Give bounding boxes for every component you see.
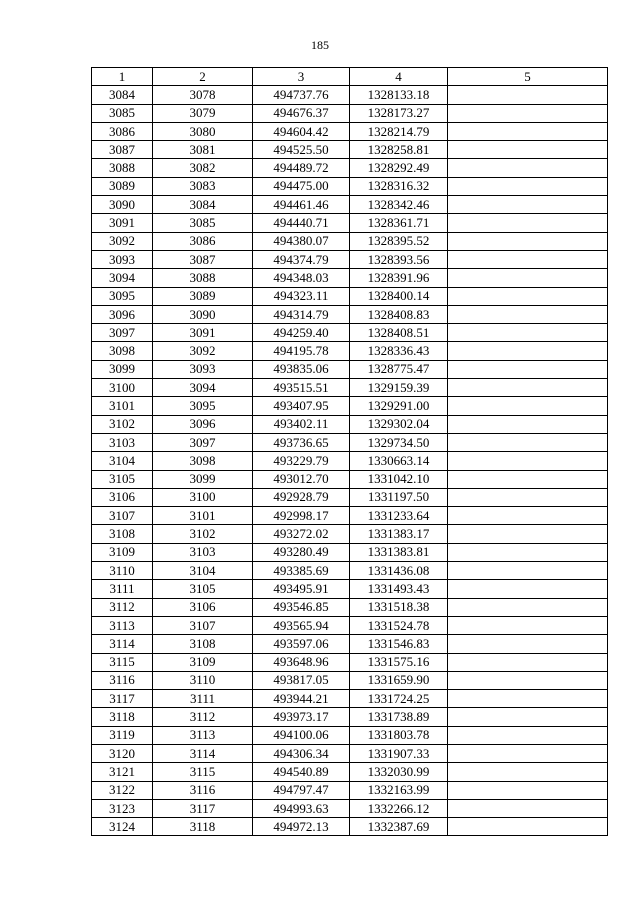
note-cell (448, 360, 608, 378)
table-row (92, 397, 608, 415)
y-coordinate-cell: 1331575.16 (350, 653, 448, 671)
y-coordinate-cell: 1328292.49 (350, 159, 448, 177)
y-coordinate-cell: 1328342.46 (350, 196, 448, 214)
x-coordinate-cell: 493835.06 (253, 360, 350, 378)
column-header-5: 5 (448, 68, 608, 86)
row-number-cell: 3092 (92, 232, 153, 250)
y-coordinate-cell: 1331659.90 (350, 671, 448, 689)
note-cell (448, 397, 608, 415)
row-number-cell: 3086 (92, 122, 153, 140)
row-number-cell: 3121 (92, 763, 153, 781)
x-coordinate-cell: 493546.85 (253, 598, 350, 616)
x-coordinate-cell: 494797.47 (253, 781, 350, 799)
table-row (92, 726, 608, 744)
table-row (92, 543, 608, 561)
x-coordinate-cell: 494525.50 (253, 141, 350, 159)
table-row (92, 616, 608, 634)
row-number-cell: 3093 (92, 250, 153, 268)
point-number-cell: 3079 (153, 104, 253, 122)
row-number-cell: 3097 (92, 324, 153, 342)
y-coordinate-cell: 1331197.50 (350, 488, 448, 506)
row-number-cell: 3123 (92, 799, 153, 817)
row-number-cell: 3095 (92, 287, 153, 305)
y-coordinate-cell: 1331233.64 (350, 507, 448, 525)
note-cell (448, 708, 608, 726)
note-cell (448, 818, 608, 836)
point-number-cell: 3095 (153, 397, 253, 415)
note-cell (448, 744, 608, 762)
y-coordinate-cell: 1331042.10 (350, 470, 448, 488)
y-coordinate-cell: 1328258.81 (350, 141, 448, 159)
table-row (92, 781, 608, 799)
point-number-cell: 3104 (153, 562, 253, 580)
row-number-cell: 3112 (92, 598, 153, 616)
point-number-cell: 3094 (153, 379, 253, 397)
note-cell (448, 305, 608, 323)
x-coordinate-cell: 493565.94 (253, 616, 350, 634)
x-coordinate-cell: 493272.02 (253, 525, 350, 543)
note-cell (448, 287, 608, 305)
y-coordinate-cell: 1329159.39 (350, 379, 448, 397)
note-cell (448, 671, 608, 689)
x-coordinate-cell: 493402.11 (253, 415, 350, 433)
x-coordinate-cell: 493648.96 (253, 653, 350, 671)
y-coordinate-cell: 1332163.99 (350, 781, 448, 799)
table-row (92, 214, 608, 232)
x-coordinate-cell: 493385.69 (253, 562, 350, 580)
x-coordinate-cell: 494475.00 (253, 177, 350, 195)
point-number-cell: 3084 (153, 196, 253, 214)
x-coordinate-cell: 494489.72 (253, 159, 350, 177)
table-row (92, 305, 608, 323)
y-coordinate-cell: 1331724.25 (350, 690, 448, 708)
row-number-cell: 3120 (92, 744, 153, 762)
point-number-cell: 3117 (153, 799, 253, 817)
y-coordinate-cell: 1328133.18 (350, 86, 448, 104)
x-coordinate-cell: 494972.13 (253, 818, 350, 836)
note-cell (448, 525, 608, 543)
table-row (92, 690, 608, 708)
y-coordinate-cell: 1331383.81 (350, 543, 448, 561)
row-number-cell: 3088 (92, 159, 153, 177)
table-row (92, 379, 608, 397)
table-row (92, 196, 608, 214)
row-number-cell: 3094 (92, 269, 153, 287)
header-row (92, 68, 608, 86)
table-row (92, 708, 608, 726)
point-number-cell: 3090 (153, 305, 253, 323)
point-number-cell: 3116 (153, 781, 253, 799)
x-coordinate-cell: 494604.42 (253, 122, 350, 140)
y-coordinate-cell: 1331493.43 (350, 580, 448, 598)
x-coordinate-cell: 493944.21 (253, 690, 350, 708)
note-cell (448, 799, 608, 817)
note-cell (448, 452, 608, 470)
y-coordinate-cell: 1332387.69 (350, 818, 448, 836)
row-number-cell: 3098 (92, 342, 153, 360)
note-cell (448, 726, 608, 744)
point-number-cell: 3097 (153, 433, 253, 451)
coordinates-table (91, 67, 608, 836)
table-row (92, 799, 608, 817)
x-coordinate-cell: 494259.40 (253, 324, 350, 342)
row-number-cell: 3116 (92, 671, 153, 689)
table-row (92, 488, 608, 506)
note-cell (448, 763, 608, 781)
y-coordinate-cell: 1329291.00 (350, 397, 448, 415)
x-coordinate-cell: 494540.89 (253, 763, 350, 781)
table-row (92, 287, 608, 305)
point-number-cell: 3107 (153, 616, 253, 634)
row-number-cell: 3090 (92, 196, 153, 214)
y-coordinate-cell: 1331436.08 (350, 562, 448, 580)
point-number-cell: 3108 (153, 635, 253, 653)
note-cell (448, 507, 608, 525)
x-coordinate-cell: 494993.63 (253, 799, 350, 817)
x-coordinate-cell: 494440.71 (253, 214, 350, 232)
point-number-cell: 3111 (153, 690, 253, 708)
row-number-cell: 3108 (92, 525, 153, 543)
column-header-3: 3 (253, 68, 350, 86)
note-cell (448, 562, 608, 580)
note-cell (448, 379, 608, 397)
x-coordinate-cell: 494380.07 (253, 232, 350, 250)
y-coordinate-cell: 1331907.33 (350, 744, 448, 762)
table-body (92, 86, 608, 836)
row-number-cell: 3107 (92, 507, 153, 525)
note-cell (448, 433, 608, 451)
note-cell (448, 543, 608, 561)
y-coordinate-cell: 1330663.14 (350, 452, 448, 470)
x-coordinate-cell: 494323.11 (253, 287, 350, 305)
y-coordinate-cell: 1328408.83 (350, 305, 448, 323)
note-cell (448, 635, 608, 653)
y-coordinate-cell: 1329734.50 (350, 433, 448, 451)
row-number-cell: 3104 (92, 452, 153, 470)
x-coordinate-cell: 494314.79 (253, 305, 350, 323)
note-cell (448, 214, 608, 232)
note-cell (448, 250, 608, 268)
y-coordinate-cell: 1328400.14 (350, 287, 448, 305)
point-number-cell: 3087 (153, 250, 253, 268)
note-cell (448, 415, 608, 433)
table-row (92, 232, 608, 250)
row-number-cell: 3103 (92, 433, 153, 451)
row-number-cell: 3105 (92, 470, 153, 488)
x-coordinate-cell: 494461.46 (253, 196, 350, 214)
point-number-cell: 3089 (153, 287, 253, 305)
y-coordinate-cell: 1328214.79 (350, 122, 448, 140)
x-coordinate-cell: 493736.65 (253, 433, 350, 451)
note-cell (448, 690, 608, 708)
point-number-cell: 3105 (153, 580, 253, 598)
x-coordinate-cell: 493817.05 (253, 671, 350, 689)
y-coordinate-cell: 1328336.43 (350, 342, 448, 360)
row-number-cell: 3087 (92, 141, 153, 159)
point-number-cell: 3082 (153, 159, 253, 177)
table-row (92, 507, 608, 525)
row-number-cell: 3085 (92, 104, 153, 122)
x-coordinate-cell: 494195.78 (253, 342, 350, 360)
point-number-cell: 3085 (153, 214, 253, 232)
row-number-cell: 3124 (92, 818, 153, 836)
point-number-cell: 3099 (153, 470, 253, 488)
point-number-cell: 3109 (153, 653, 253, 671)
x-coordinate-cell: 494737.76 (253, 86, 350, 104)
table-row (92, 580, 608, 598)
y-coordinate-cell: 1328408.51 (350, 324, 448, 342)
row-number-cell: 3106 (92, 488, 153, 506)
x-coordinate-cell: 494100.06 (253, 726, 350, 744)
note-cell (448, 86, 608, 104)
x-coordinate-cell: 493280.49 (253, 543, 350, 561)
table-row (92, 141, 608, 159)
row-number-cell: 3091 (92, 214, 153, 232)
row-number-cell: 3110 (92, 562, 153, 580)
x-coordinate-cell: 493597.06 (253, 635, 350, 653)
point-number-cell: 3092 (153, 342, 253, 360)
table-row (92, 671, 608, 689)
table-row (92, 86, 608, 104)
table-row (92, 360, 608, 378)
point-number-cell: 3106 (153, 598, 253, 616)
row-number-cell: 3115 (92, 653, 153, 671)
table-row (92, 562, 608, 580)
x-coordinate-cell: 494348.03 (253, 269, 350, 287)
row-number-cell: 3119 (92, 726, 153, 744)
x-coordinate-cell: 492998.17 (253, 507, 350, 525)
table-row (92, 635, 608, 653)
table-header (92, 68, 608, 86)
y-coordinate-cell: 1328173.27 (350, 104, 448, 122)
table-row (92, 177, 608, 195)
y-coordinate-cell: 1328393.56 (350, 250, 448, 268)
note-cell (448, 141, 608, 159)
table-row (92, 104, 608, 122)
x-coordinate-cell: 493973.17 (253, 708, 350, 726)
y-coordinate-cell: 1328775.47 (350, 360, 448, 378)
x-coordinate-cell: 494676.37 (253, 104, 350, 122)
point-number-cell: 3114 (153, 744, 253, 762)
note-cell (448, 470, 608, 488)
point-number-cell: 3086 (153, 232, 253, 250)
table-row (92, 525, 608, 543)
note-cell (448, 177, 608, 195)
point-number-cell: 3098 (153, 452, 253, 470)
table-row (92, 452, 608, 470)
table-row (92, 763, 608, 781)
note-cell (448, 269, 608, 287)
point-number-cell: 3112 (153, 708, 253, 726)
note-cell (448, 104, 608, 122)
y-coordinate-cell: 1331524.78 (350, 616, 448, 634)
table-row (92, 324, 608, 342)
table-row (92, 269, 608, 287)
point-number-cell: 3093 (153, 360, 253, 378)
point-number-cell: 3096 (153, 415, 253, 433)
y-coordinate-cell: 1331546.83 (350, 635, 448, 653)
note-cell (448, 324, 608, 342)
row-number-cell: 3089 (92, 177, 153, 195)
column-header-1: 1 (92, 68, 153, 86)
row-number-cell: 3114 (92, 635, 153, 653)
note-cell (448, 653, 608, 671)
y-coordinate-cell: 1331518.38 (350, 598, 448, 616)
x-coordinate-cell: 493407.95 (253, 397, 350, 415)
row-number-cell: 3113 (92, 616, 153, 634)
y-coordinate-cell: 1331383.17 (350, 525, 448, 543)
note-cell (448, 616, 608, 634)
x-coordinate-cell: 492928.79 (253, 488, 350, 506)
table-row (92, 159, 608, 177)
note-cell (448, 580, 608, 598)
row-number-cell: 3111 (92, 580, 153, 598)
point-number-cell: 3081 (153, 141, 253, 159)
point-number-cell: 3078 (153, 86, 253, 104)
table-row (92, 744, 608, 762)
y-coordinate-cell: 1332266.12 (350, 799, 448, 817)
table-row (92, 415, 608, 433)
note-cell (448, 598, 608, 616)
row-number-cell: 3122 (92, 781, 153, 799)
point-number-cell: 3113 (153, 726, 253, 744)
table-row (92, 598, 608, 616)
point-number-cell: 3083 (153, 177, 253, 195)
note-cell (448, 196, 608, 214)
point-number-cell: 3115 (153, 763, 253, 781)
y-coordinate-cell: 1328316.32 (350, 177, 448, 195)
x-coordinate-cell: 493012.70 (253, 470, 350, 488)
point-number-cell: 3118 (153, 818, 253, 836)
row-number-cell: 3101 (92, 397, 153, 415)
point-number-cell: 3110 (153, 671, 253, 689)
row-number-cell: 3096 (92, 305, 153, 323)
point-number-cell: 3103 (153, 543, 253, 561)
note-cell (448, 122, 608, 140)
table-row (92, 470, 608, 488)
point-number-cell: 3102 (153, 525, 253, 543)
table-row (92, 653, 608, 671)
note-cell (448, 159, 608, 177)
note-cell (448, 488, 608, 506)
row-number-cell: 3118 (92, 708, 153, 726)
y-coordinate-cell: 1331803.78 (350, 726, 448, 744)
table-row (92, 122, 608, 140)
x-coordinate-cell: 494374.79 (253, 250, 350, 268)
point-number-cell: 3100 (153, 488, 253, 506)
point-number-cell: 3091 (153, 324, 253, 342)
note-cell (448, 781, 608, 799)
column-header-4: 4 (350, 68, 448, 86)
y-coordinate-cell: 1331738.89 (350, 708, 448, 726)
row-number-cell: 3099 (92, 360, 153, 378)
x-coordinate-cell: 493229.79 (253, 452, 350, 470)
x-coordinate-cell: 493495.91 (253, 580, 350, 598)
y-coordinate-cell: 1329302.04 (350, 415, 448, 433)
table-row (92, 818, 608, 836)
note-cell (448, 232, 608, 250)
point-number-cell: 3088 (153, 269, 253, 287)
table-row (92, 433, 608, 451)
point-number-cell: 3080 (153, 122, 253, 140)
y-coordinate-cell: 1328395.52 (350, 232, 448, 250)
x-coordinate-cell: 493515.51 (253, 379, 350, 397)
row-number-cell: 3084 (92, 86, 153, 104)
row-number-cell: 3109 (92, 543, 153, 561)
y-coordinate-cell: 1328361.71 (350, 214, 448, 232)
table-row (92, 250, 608, 268)
row-number-cell: 3102 (92, 415, 153, 433)
note-cell (448, 342, 608, 360)
row-number-cell: 3100 (92, 379, 153, 397)
x-coordinate-cell: 494306.34 (253, 744, 350, 762)
table-row (92, 342, 608, 360)
y-coordinate-cell: 1328391.96 (350, 269, 448, 287)
y-coordinate-cell: 1332030.99 (350, 763, 448, 781)
point-number-cell: 3101 (153, 507, 253, 525)
column-header-2: 2 (153, 68, 253, 86)
row-number-cell: 3117 (92, 690, 153, 708)
page-number: 185 (311, 38, 329, 52)
